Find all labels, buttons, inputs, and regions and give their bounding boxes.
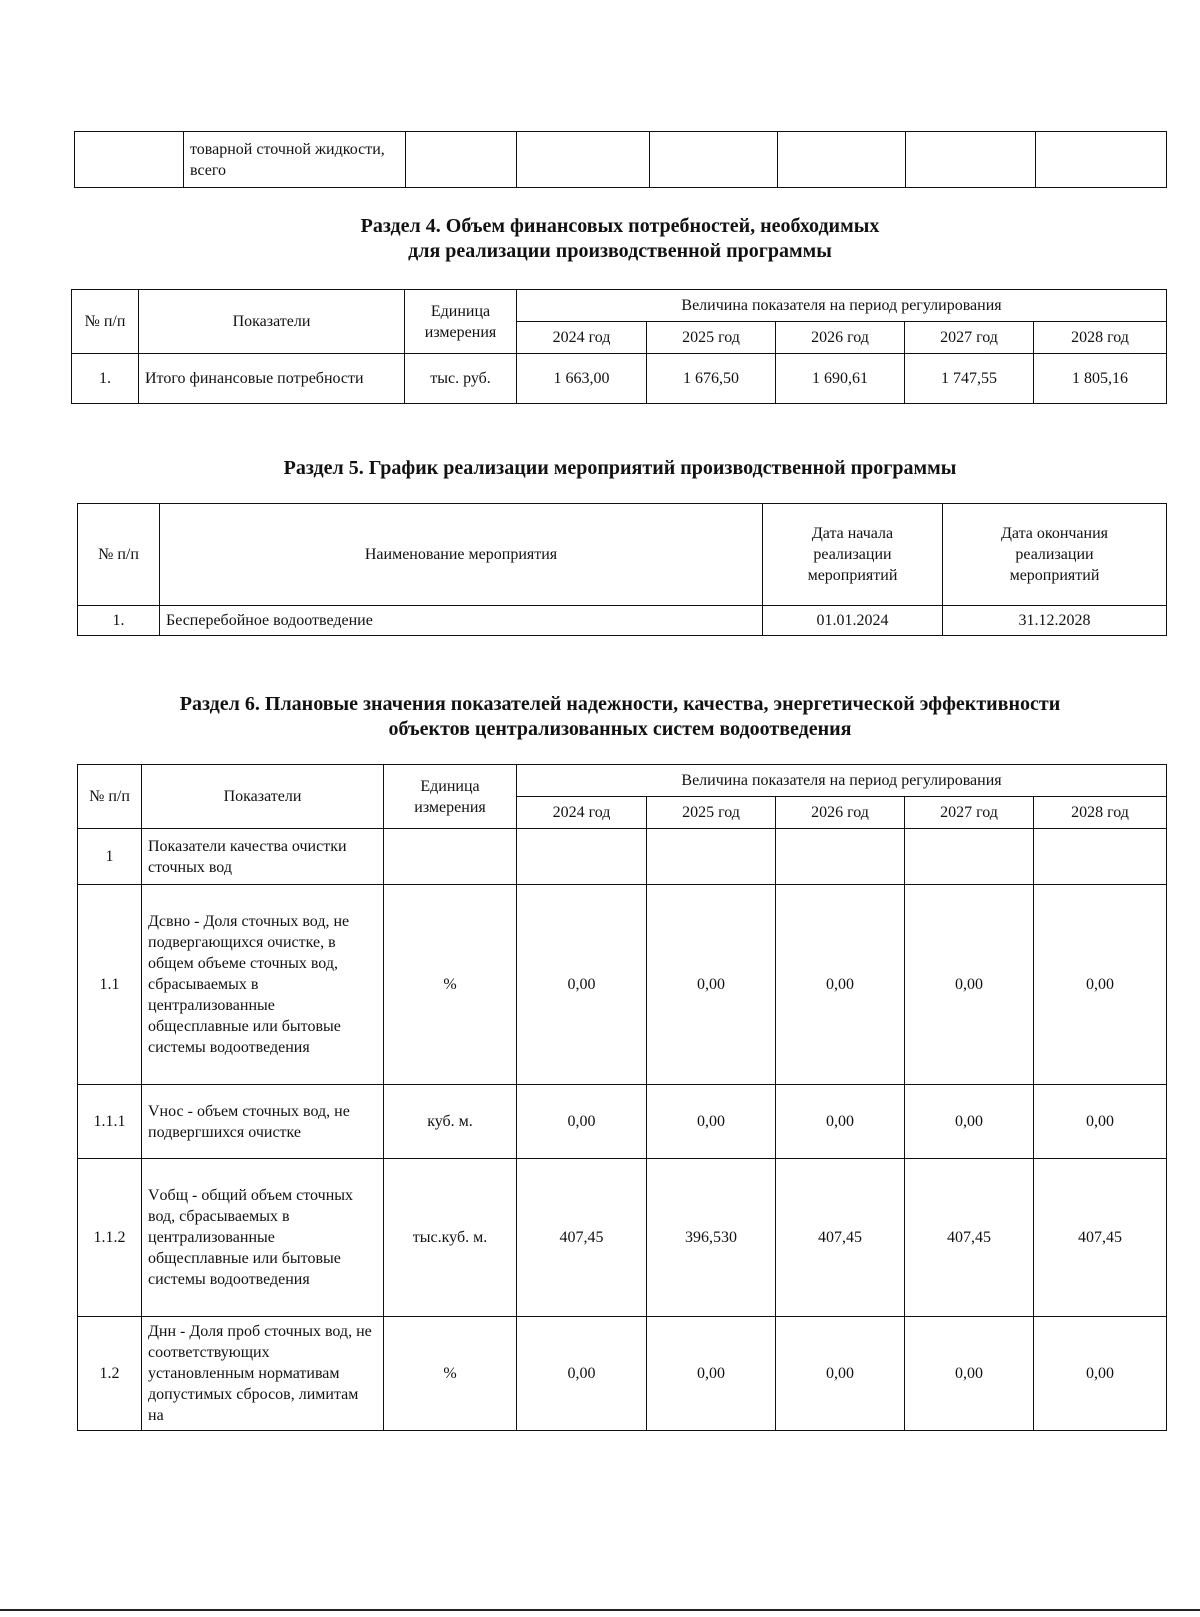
section4-title-line2: для реализации производственной программы: [408, 240, 832, 262]
row-num: 1.: [78, 606, 160, 636]
row-unit: %: [384, 885, 517, 1085]
row-unit: тыс. руб.: [405, 354, 517, 404]
section4-title: [74, 214, 1166, 264]
row-value: 0,00: [1034, 885, 1167, 1085]
row-value: [905, 829, 1034, 885]
header-year: 2026 год: [776, 797, 905, 829]
row-value: 0,00: [905, 885, 1034, 1085]
table-row: [72, 354, 1167, 404]
row-num: 1: [78, 829, 142, 885]
section5-table: [77, 503, 1167, 636]
row-value: [1034, 829, 1167, 885]
table-cell: [650, 132, 778, 188]
table-cell: [778, 132, 906, 188]
header-year: 2028 год: [1034, 322, 1167, 354]
row-value: 0,00: [517, 1317, 647, 1431]
row-value: [647, 829, 776, 885]
section4-title-line1: Раздел 4. Объем финансовых потребностей, необходимых: [360, 215, 880, 237]
header-period: Величина показателя на период регулирования: [517, 765, 1167, 797]
row-name: Показатели качества очистки сточных вод: [142, 829, 384, 885]
table-cell: [906, 132, 1036, 188]
header-year: 2027 год: [905, 797, 1034, 829]
row-value: 1 676,50: [647, 354, 776, 404]
row-unit: %: [384, 1317, 517, 1431]
row-value: 0,00: [1034, 1085, 1167, 1159]
header-period: Величина показателя на период регулирования: [517, 290, 1167, 322]
page-bottom-rule: [0, 1609, 1200, 1611]
section6-title-line1: Раздел 6. Плановые значения показателей надежности, качества, энергетической эффективности: [179, 693, 1061, 715]
row-value: 0,00: [517, 1085, 647, 1159]
row-value: 396,530: [647, 1159, 776, 1317]
header-year: 2025 год: [647, 322, 776, 354]
row-value: 0,00: [776, 1317, 905, 1431]
table-cell: [517, 132, 650, 188]
row-value: 0,00: [647, 885, 776, 1085]
header-name: Наименование мероприятия: [160, 504, 763, 606]
section6-table: [77, 764, 1167, 1431]
row-name: Vнос - объем сточных вод, не подвергшихся очистке: [142, 1085, 384, 1159]
table-cell: товарной сточной жидкости, всего: [184, 132, 406, 188]
table-cell: [75, 132, 184, 188]
row-value: [517, 829, 647, 885]
header-year: 2024 год: [517, 797, 647, 829]
header-year: 2024 год: [517, 322, 647, 354]
table-cell: [406, 132, 517, 188]
row-num: 1.1.2: [78, 1159, 142, 1317]
row-value: 0,00: [647, 1317, 776, 1431]
header-start-date: Дата начала реализации мероприятий: [763, 504, 943, 606]
row-name: Дсвно - Доля сточных вод, не подвергающихся очистке, в общем объеме сточных вод, сбрасываемых в централизованные общесплавные или бытовые системы водоотведения: [142, 885, 384, 1085]
row-value: 1 690,61: [776, 354, 905, 404]
row-value: 407,45: [1034, 1159, 1167, 1317]
row-value: 0,00: [1034, 1317, 1167, 1431]
header-num: № п/п: [78, 765, 142, 829]
section6-title-line2: объектов централизованных систем водоотведения: [388, 718, 852, 740]
table-row: [78, 1159, 1167, 1317]
row-unit: [384, 829, 517, 885]
header-year: 2027 год: [905, 322, 1034, 354]
row-start-date: 01.01.2024: [763, 606, 943, 636]
row-end-date: 31.12.2028: [943, 606, 1167, 636]
section5-title: Раздел 5. График реализации мероприятий производственной программы: [283, 457, 957, 479]
header-num: № п/п: [72, 290, 139, 354]
row-num: 1.2: [78, 1317, 142, 1431]
header-indicator: Показатели: [142, 765, 384, 829]
header-year: 2025 год: [647, 797, 776, 829]
table-cell: [1036, 132, 1167, 188]
row-num: 1.1.1: [78, 1085, 142, 1159]
header-end-date: Дата окончания реализации мероприятий: [943, 504, 1167, 606]
header-indicator: Показатели: [139, 290, 405, 354]
row-value: 1 747,55: [905, 354, 1034, 404]
table-row: [78, 885, 1167, 1085]
header-unit: Единица измерения: [384, 765, 517, 829]
row-value: 0,00: [776, 1085, 905, 1159]
section6-title: [60, 692, 1180, 742]
row-value: 407,45: [905, 1159, 1034, 1317]
table-row: [78, 829, 1167, 885]
row-unit: тыс.куб. м.: [384, 1159, 517, 1317]
row-name: Vобщ - общий объем сточных вод, сбрасываемых в централизованные общесплавные или бытовые системы водоотведения: [142, 1159, 384, 1317]
top-continuation-table: [74, 131, 1167, 188]
row-value: 0,00: [776, 885, 905, 1085]
row-unit: куб. м.: [384, 1085, 517, 1159]
row-value: 407,45: [776, 1159, 905, 1317]
header-year: 2028 год: [1034, 797, 1167, 829]
table-row: [78, 1085, 1167, 1159]
row-num: 1.: [72, 354, 139, 404]
row-value: 407,45: [517, 1159, 647, 1317]
header-unit: Единица измерения: [405, 290, 517, 354]
table-row: [78, 606, 1167, 636]
row-num: 1.1: [78, 885, 142, 1085]
header-year: 2026 год: [776, 322, 905, 354]
row-name: Днн - Доля проб сточных вод, не соответствующих установленным нормативам допустимых сбросов, лимитам на: [142, 1317, 384, 1431]
row-name: Бесперебойное водоотведение: [160, 606, 763, 636]
section4-table: [71, 289, 1167, 404]
row-value: 0,00: [905, 1317, 1034, 1431]
row-name: Итого финансовые потребности: [139, 354, 405, 404]
table-row: [78, 1317, 1167, 1431]
row-value: 0,00: [647, 1085, 776, 1159]
row-value: 0,00: [905, 1085, 1034, 1159]
header-num: № п/п: [78, 504, 160, 606]
row-value: 0,00: [517, 885, 647, 1085]
row-value: 1 663,00: [517, 354, 647, 404]
row-value: [776, 829, 905, 885]
row-value: 1 805,16: [1034, 354, 1167, 404]
